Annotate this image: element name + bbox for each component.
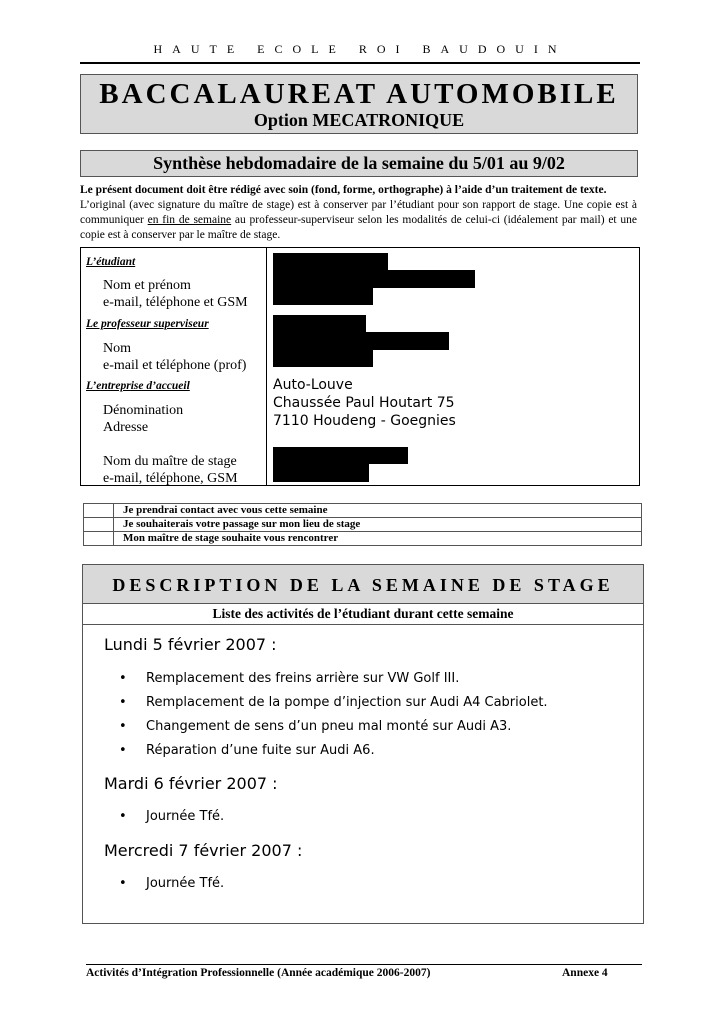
company-name-value: Auto-Louve <box>273 377 353 393</box>
redacted-block <box>273 288 373 305</box>
company-city-value: 7110 Houdeng - Goegnies <box>273 413 456 429</box>
redacted-block <box>273 270 475 288</box>
checkbox-label: Je prendrai contact avec vous cette semaine <box>114 504 642 518</box>
bullet-icon: • <box>119 719 127 734</box>
checkbox[interactable] <box>84 504 114 518</box>
intro-text: L’original (avec signature du maître de stage) est à conserver par l’étudiant pour son rapport de stage. Une copie est à communiquer <box>80 199 637 226</box>
master-name-label: Nom du maître de stage <box>103 454 237 469</box>
footer-text: Activités d’Intégration Professionnelle (Année académique 2006-2007) <box>86 967 431 979</box>
day-title: Mercredi 7 février 2007 : <box>104 841 303 860</box>
checkbox-row <box>84 532 642 546</box>
header-rule <box>80 62 640 64</box>
redacted-block <box>273 332 449 350</box>
redacted-block <box>273 464 369 482</box>
supervisor-section-label: Le professeur superviseur <box>86 318 209 330</box>
school-name: HAUTE ECOLE ROI BAUDOUIN <box>153 42 567 56</box>
student-contact-label: e-mail, téléphone et GSM <box>103 295 248 310</box>
redacted-block <box>273 447 408 464</box>
company-street-value: Chaussée Paul Houtart 75 <box>273 395 455 411</box>
list-item: • Changement de sens d’un pneu mal monté sur Audi A3. <box>119 719 512 734</box>
supervisor-contact-label: e-mail et téléphone (prof) <box>103 358 247 373</box>
list-item: • Remplacement des freins arrière sur VW Golf III. <box>119 671 460 686</box>
list-item: • Journée Tfé. <box>119 809 225 824</box>
checkbox-label: Je souhaiterais votre passage sur mon lieu de stage <box>114 518 642 532</box>
intro-paragraph <box>80 183 637 243</box>
redacted-block <box>273 253 388 270</box>
redacted-block <box>273 315 366 332</box>
master-contact-label: e-mail, téléphone, GSM <box>103 471 238 486</box>
checkbox-label: Mon maître de stage souhaite vous rencontrer <box>114 532 642 546</box>
list-item: • Remplacement de la pompe d’injection sur Audi A4 Cabriolet. <box>119 695 548 710</box>
day-title: Lundi 5 février 2007 : <box>104 635 277 654</box>
description-heading: DESCRIPTION DE LA SEMAINE DE STAGE <box>83 565 643 604</box>
list-item: • Journée Tfé. <box>119 876 225 891</box>
synthesis-title: Synthèse hebdomadaire de la semaine du 5/01 au 9/02 <box>80 150 638 177</box>
checkbox-row <box>84 504 642 518</box>
bullet-icon: • <box>119 695 127 710</box>
bullet-icon: • <box>119 671 127 686</box>
intro-underlined: en fin de semaine <box>147 214 232 226</box>
checkbox[interactable] <box>84 532 114 546</box>
description-subheading: Liste des activités de l’étudiant durant cette semaine <box>83 604 643 625</box>
supervisor-name-label: Nom <box>103 341 131 356</box>
intro-bold: Le présent document doit être rédigé avec soin (fond, forme, orthographe) à l’aide d’un traitement de texte. <box>80 184 607 196</box>
bullet-icon: • <box>119 876 127 891</box>
redacted-block <box>273 350 373 367</box>
footer-rule <box>86 964 642 965</box>
footer-annex: Annexe 4 <box>562 967 608 979</box>
page-subtitle: Option MECATRONIQUE <box>253 110 465 130</box>
list-item: • Réparation d’une fuite sur Audi A6. <box>119 743 375 758</box>
bullet-icon: • <box>119 743 127 758</box>
day-title: Mardi 6 février 2007 : <box>104 774 278 793</box>
info-divider <box>266 247 267 486</box>
company-denomination-label: Dénomination <box>103 403 184 418</box>
bullet-icon: • <box>119 809 127 824</box>
student-section-label: L’étudiant <box>86 256 136 268</box>
page-title: BACCALAUREAT AUTOMOBILE <box>99 78 619 110</box>
student-name-label: Nom et prénom <box>103 278 191 293</box>
company-address-label: Adresse <box>103 420 149 435</box>
company-section-label: L’entreprise d’accueil <box>86 380 190 392</box>
contact-checkbox-table <box>83 503 642 546</box>
checkbox[interactable] <box>84 518 114 532</box>
intro-text-after: au professeur-superviseur selon les modalités de celui-ci (idéalement par mail) et une copie est à conserver par le maître de stage. <box>80 214 638 241</box>
title-box <box>80 74 638 134</box>
checkbox-row <box>84 518 642 532</box>
